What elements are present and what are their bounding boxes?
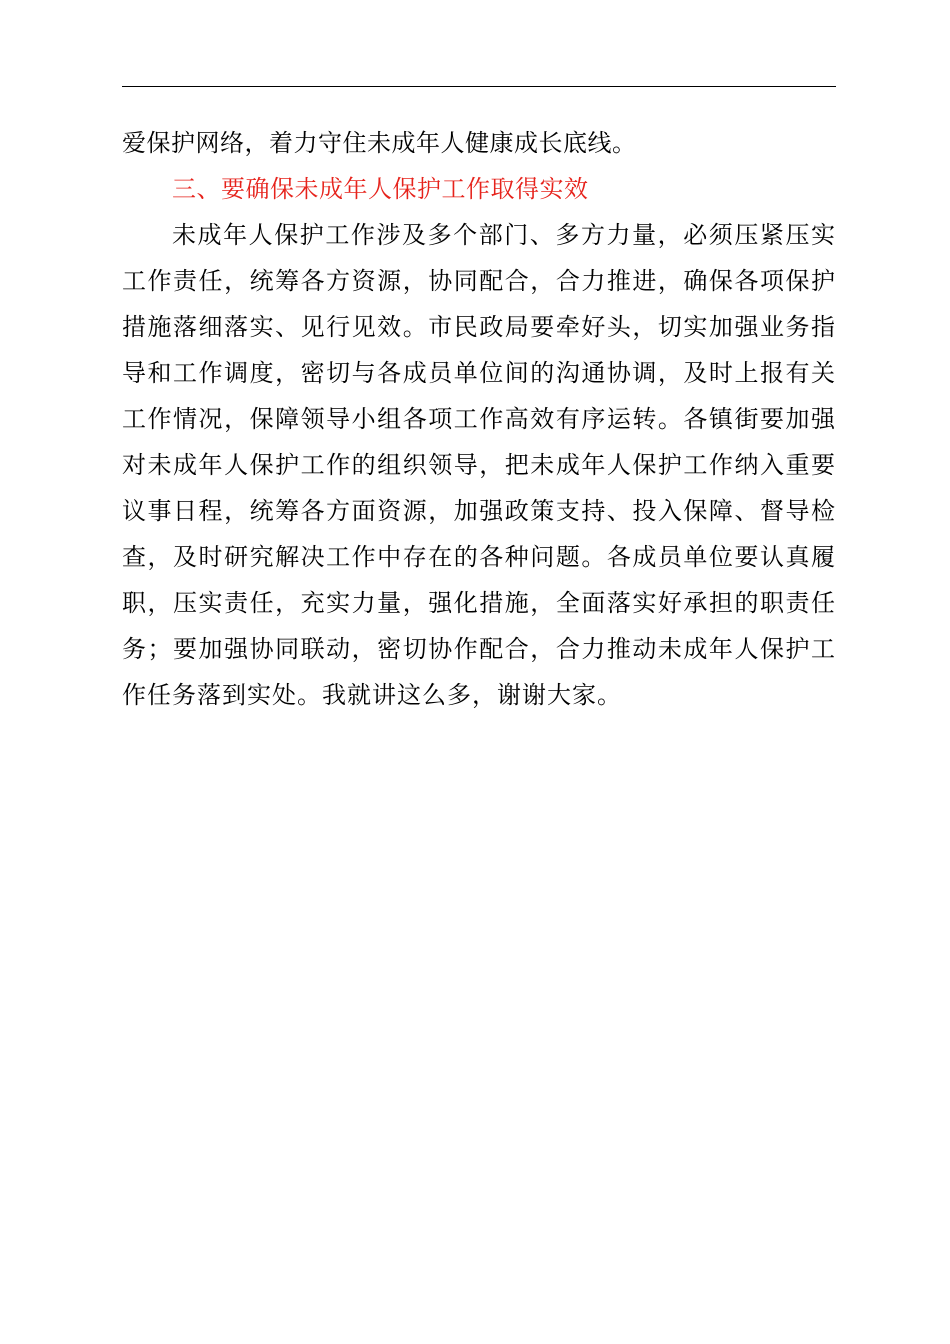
document-body <box>122 120 836 718</box>
body-paragraph: 未成年人保护工作涉及多个部门、多方力量，必须压紧压实工作责任，统筹各方资源，协同配合，合力推进，确保各项保护措施落细落实、见行见效。市民政局要牵好头，切实加强业务指导和工作调度，密切与各成员单位间的沟通协调，及时上报有关工作情况，保障领导小组各项工作高效有序运转。各镇街要加强对未成年人保护工作的组织领导，把未成年人保护工作纳入重要议事日程，统筹各方面资源，加强政策支持、投入保障、督导检查，及时研究解决工作中存在的各种问题。各成员单位要认真履职，压实责任，充实力量，强化措施，全面落实好承担的职责任务；要加强协同联动，密切协作配合，合力推动未成年人保护工作任务落到实处。我就讲这么多，谢谢大家。 <box>122 221 836 709</box>
continuation-paragraph: 爱保护网络，着力守住未成年人健康成长底线。 <box>122 129 637 157</box>
header-rule <box>122 86 836 87</box>
section-heading: 三、要确保未成年人保护工作取得实效 <box>172 175 589 203</box>
